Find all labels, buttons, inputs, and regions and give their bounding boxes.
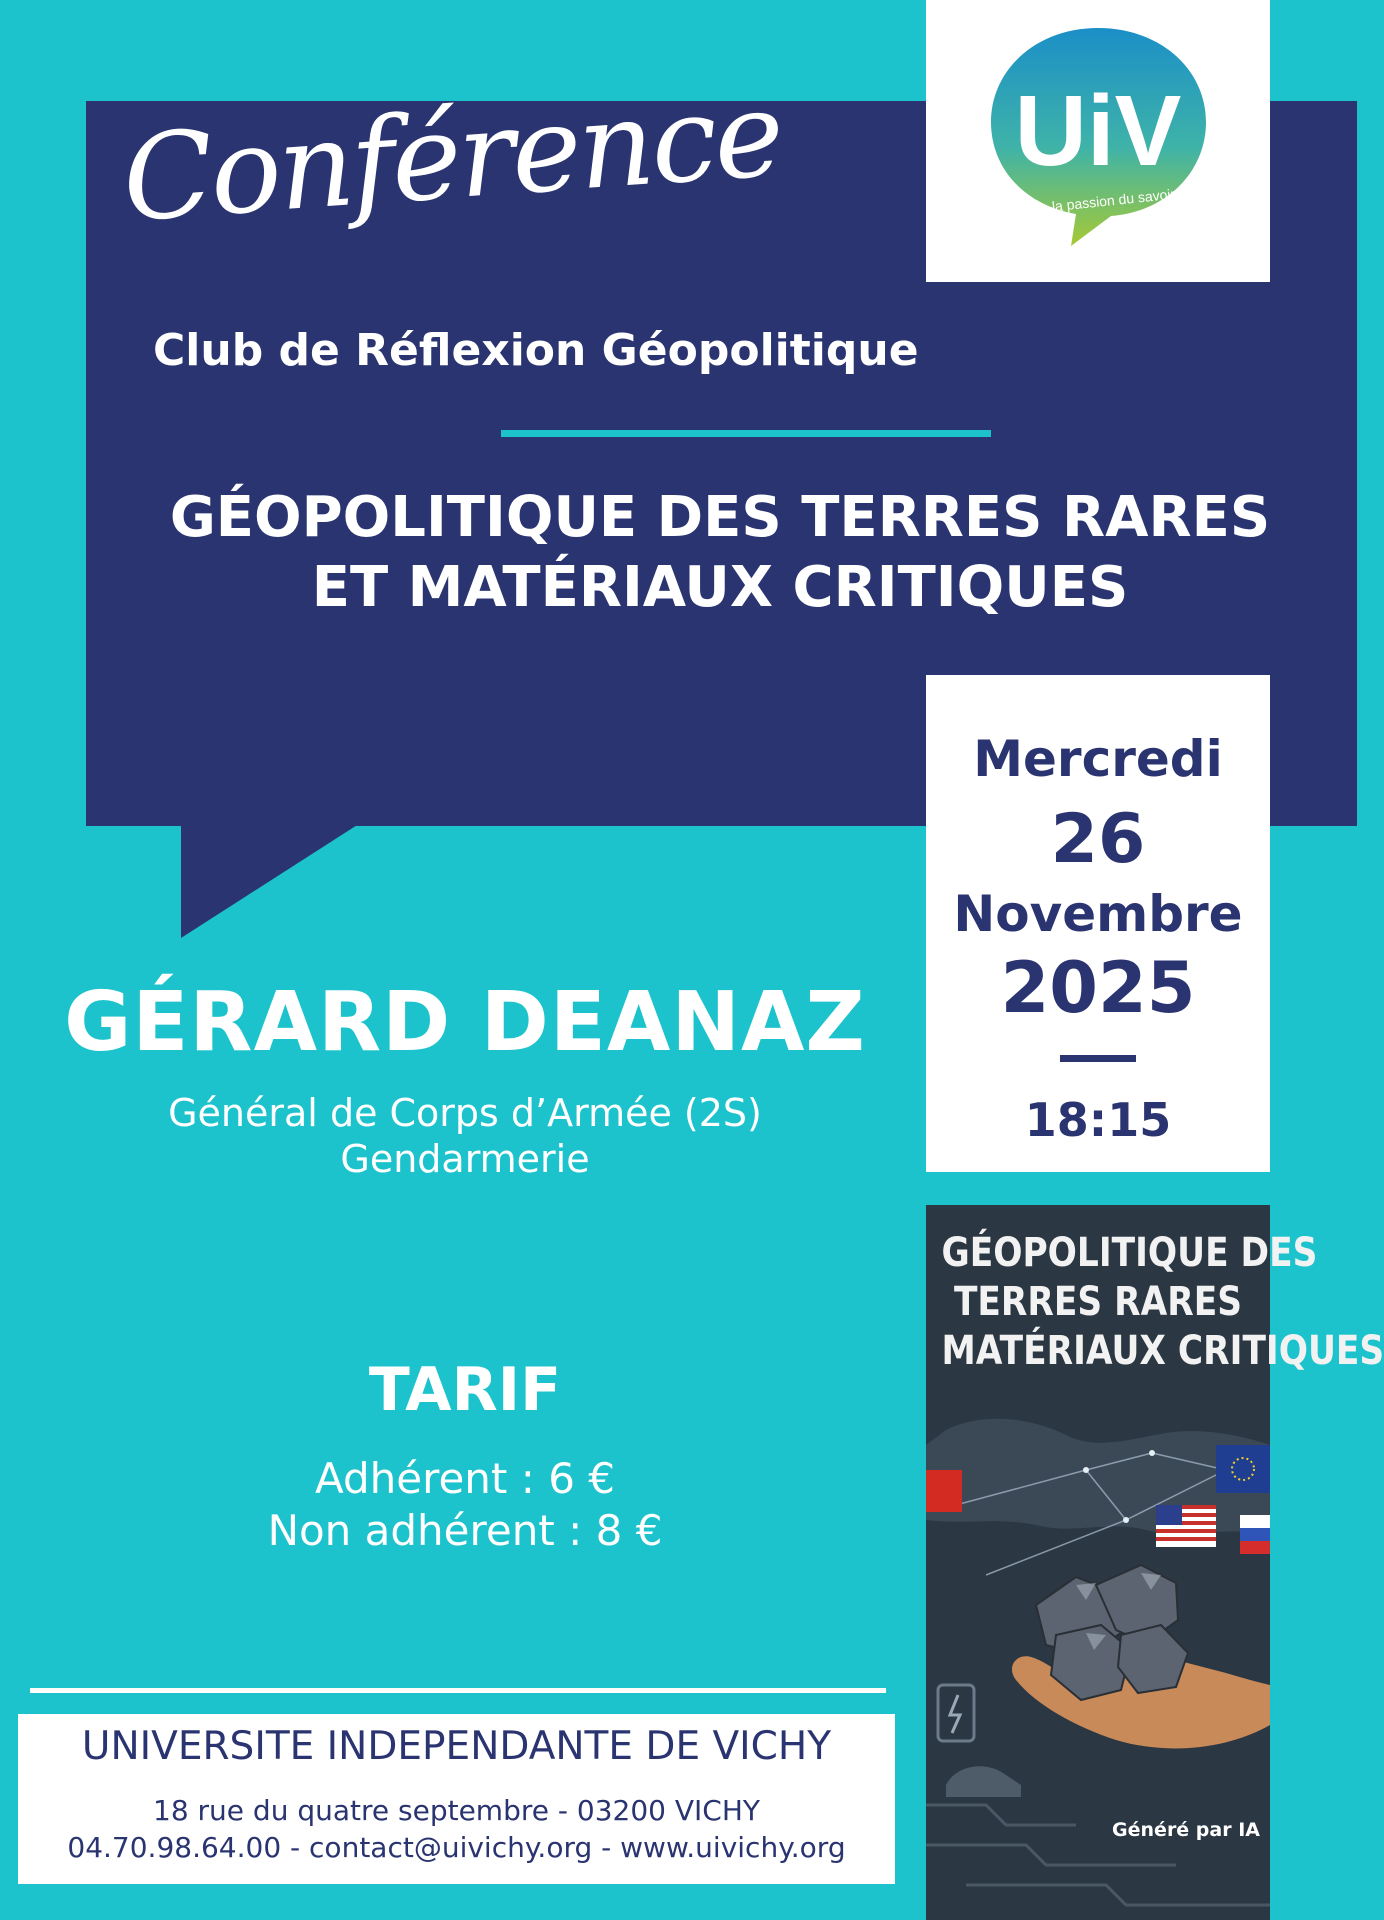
price-member: Adhérent : 6 € bbox=[314, 1454, 616, 1503]
logo-tagline: la passion du savoir bbox=[1051, 185, 1176, 215]
footer-box bbox=[18, 1714, 895, 1884]
conference-script-title: Conférence bbox=[118, 64, 786, 249]
date-month: Novembre bbox=[953, 885, 1243, 943]
speaker-role bbox=[0, 1090, 930, 1182]
organization-contact bbox=[18, 1792, 895, 1866]
cover-title-line-2: TERRES RARES bbox=[953, 1279, 1243, 1325]
conference-title-line-2: ET MATÉRIAUX CRITIQUES bbox=[311, 555, 1129, 620]
organization-address: 18 rue du quatre septembre - 03200 VICHY bbox=[153, 1794, 760, 1827]
logo-text: UiV bbox=[1014, 75, 1182, 187]
date-day: 26 bbox=[1050, 800, 1146, 879]
cover-title-line-1: GÉOPOLITIQUE DES bbox=[941, 1230, 1318, 1276]
date-box bbox=[926, 675, 1270, 1172]
cover-illustration bbox=[926, 1205, 1384, 1920]
conference-title bbox=[110, 483, 1330, 623]
club-name: Club de Réflexion Géopolitique bbox=[153, 325, 919, 376]
speaker-role-line-2: Gendarmerie bbox=[340, 1137, 590, 1181]
logo-box bbox=[926, 0, 1270, 282]
speaker-name: GÉRARD DEANAZ bbox=[64, 975, 866, 1070]
date-weekday: Mercredi bbox=[973, 730, 1223, 788]
cover-title-line-3: MATÉRIAUX CRITIQUES bbox=[941, 1328, 1384, 1374]
speaker-role-line-1: Général de Corps d’Armée (2S) bbox=[168, 1091, 762, 1135]
date-year: 2025 bbox=[1000, 947, 1196, 1029]
ai-credit: Généré par IA bbox=[1112, 1819, 1260, 1841]
price-list bbox=[0, 1453, 930, 1557]
price-non-member: Non adhérent : 8 € bbox=[267, 1506, 663, 1555]
event-time: 18:15 bbox=[1024, 1093, 1172, 1147]
cover-title bbox=[941, 1229, 1384, 1376]
organization-name: UNIVERSITE INDEPENDANTE DE VICHY bbox=[81, 1724, 832, 1769]
tarif-heading: TARIF bbox=[368, 1355, 562, 1425]
uiv-logo bbox=[926, 0, 1270, 282]
footer-divider bbox=[30, 1688, 886, 1693]
title-divider bbox=[501, 430, 991, 437]
conference-title-line-1: GÉOPOLITIQUE DES TERRES RARES bbox=[169, 485, 1271, 550]
date-divider bbox=[1060, 1055, 1136, 1062]
organization-phone-email-web: 04.70.98.64.00 - contact@uivichy.org - www.uivichy.org bbox=[67, 1831, 846, 1864]
